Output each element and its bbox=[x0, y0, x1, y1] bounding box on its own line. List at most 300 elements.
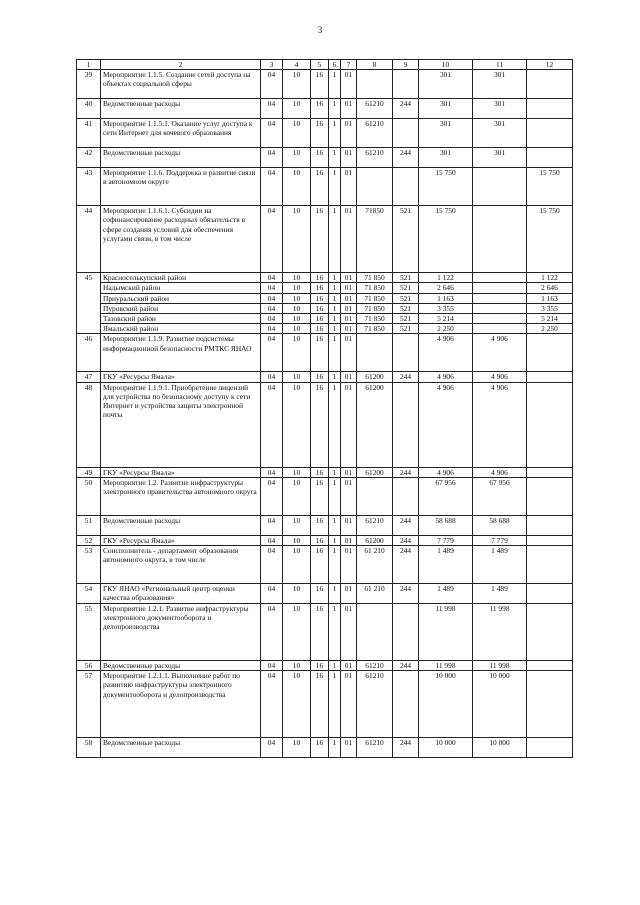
cell-c7: 01 bbox=[341, 314, 357, 324]
cell-c5: 16 bbox=[311, 382, 329, 467]
cell-c8: 71 850 bbox=[357, 283, 393, 293]
row-number: 40 bbox=[77, 99, 101, 119]
cell-c9: 244 bbox=[393, 99, 419, 119]
column-header: 4 bbox=[283, 60, 311, 70]
cell-c8 bbox=[357, 70, 393, 99]
cell-c7: 01 bbox=[341, 467, 357, 477]
cell-c3: 04 bbox=[261, 206, 283, 273]
cell-c10: 15 750 bbox=[419, 168, 473, 206]
cell-c5: 16 bbox=[311, 148, 329, 168]
column-header: 1 bbox=[77, 60, 101, 70]
cell-c11 bbox=[473, 303, 527, 313]
row-number: 51 bbox=[77, 515, 101, 535]
cell-c6: 1 bbox=[329, 148, 341, 168]
cell-c7: 01 bbox=[341, 535, 357, 545]
cell-c5: 16 bbox=[311, 206, 329, 273]
cell-c6: 1 bbox=[329, 119, 341, 148]
cell-c9 bbox=[393, 119, 419, 148]
cell-c12 bbox=[527, 477, 573, 515]
cell-c6: 1 bbox=[329, 324, 341, 334]
cell-c10: 301 bbox=[419, 70, 473, 99]
table-row bbox=[77, 467, 573, 477]
cell-c3: 04 bbox=[261, 661, 283, 671]
cell-c4: 10 bbox=[283, 148, 311, 168]
cell-c7: 01 bbox=[341, 119, 357, 148]
cell-c9: 521 bbox=[393, 273, 419, 283]
cell-c4: 10 bbox=[283, 334, 311, 372]
cell-c3: 04 bbox=[261, 119, 283, 148]
cell-c6: 1 bbox=[329, 273, 341, 283]
row-number: 54 bbox=[77, 584, 101, 604]
cell-c5: 16 bbox=[311, 584, 329, 604]
cell-c3: 04 bbox=[261, 283, 283, 293]
cell-c5: 16 bbox=[311, 273, 329, 283]
cell-c3: 04 bbox=[261, 273, 283, 283]
cell-c8: 71 850 bbox=[357, 303, 393, 313]
column-header: 8 bbox=[357, 60, 393, 70]
table-row bbox=[77, 206, 573, 273]
cell-c11 bbox=[473, 314, 527, 324]
cell-c11: 10 000 bbox=[473, 738, 527, 758]
cell-c3: 04 bbox=[261, 372, 283, 382]
cell-c6: 1 bbox=[329, 477, 341, 515]
cell-c3: 04 bbox=[261, 671, 283, 738]
cell-c11 bbox=[473, 273, 527, 283]
cell-c11: 10 000 bbox=[473, 671, 527, 738]
row-number: 41 bbox=[77, 119, 101, 148]
table-row bbox=[77, 70, 573, 99]
cell-c10: 3 355 bbox=[419, 303, 473, 313]
cell-c7: 01 bbox=[341, 515, 357, 535]
cell-c4: 10 bbox=[283, 535, 311, 545]
cell-c10: 11 998 bbox=[419, 604, 473, 661]
column-header: 2 bbox=[101, 60, 261, 70]
row-name: Мероприятие 1.1.5. Создание сетей доступа на объектах социальной сферы bbox=[101, 70, 261, 99]
table-row bbox=[77, 273, 573, 283]
cell-c9: 244 bbox=[393, 584, 419, 604]
cell-c10: 301 bbox=[419, 119, 473, 148]
row-name: Мероприятие 1.2.1. Развитие инфраструктуры электронного документооборота и делопроизводства bbox=[101, 604, 261, 661]
cell-c8: 61200 bbox=[357, 467, 393, 477]
cell-c12 bbox=[527, 382, 573, 467]
table-body-lower bbox=[77, 334, 573, 758]
cell-c8: 61200 bbox=[357, 382, 393, 467]
cell-c7: 01 bbox=[341, 324, 357, 334]
cell-c8: 61210 bbox=[357, 515, 393, 535]
cell-c6: 1 bbox=[329, 206, 341, 273]
cell-c10: 4 906 bbox=[419, 467, 473, 477]
cell-c10: 67 956 bbox=[419, 477, 473, 515]
cell-c9: 521 bbox=[393, 324, 419, 334]
table-row bbox=[77, 372, 573, 382]
table-row bbox=[77, 584, 573, 604]
cell-c3: 04 bbox=[261, 382, 283, 467]
cell-c7: 01 bbox=[341, 168, 357, 206]
row-number: 55 bbox=[77, 604, 101, 661]
cell-c12 bbox=[527, 738, 573, 758]
cell-c11: 4 906 bbox=[473, 334, 527, 372]
cell-c10: 11 998 bbox=[419, 661, 473, 671]
cell-c12 bbox=[527, 604, 573, 661]
cell-c6: 1 bbox=[329, 535, 341, 545]
cell-c8: 71850 bbox=[357, 206, 393, 273]
cell-c7: 01 bbox=[341, 604, 357, 661]
cell-c12 bbox=[527, 334, 573, 372]
cell-c3: 04 bbox=[261, 324, 283, 334]
cell-c10: 301 bbox=[419, 148, 473, 168]
cell-c11: 4 906 bbox=[473, 467, 527, 477]
cell-c8: 71 850 bbox=[357, 293, 393, 303]
cell-c10: 5 214 bbox=[419, 314, 473, 324]
cell-c5: 16 bbox=[311, 334, 329, 372]
table-row bbox=[77, 303, 573, 313]
cell-c11: 7 779 bbox=[473, 535, 527, 545]
cell-c8: 71 850 bbox=[357, 273, 393, 283]
cell-c7: 01 bbox=[341, 661, 357, 671]
cell-c8: 61210 bbox=[357, 148, 393, 168]
cell-c4: 10 bbox=[283, 661, 311, 671]
cell-c11: 4 906 bbox=[473, 372, 527, 382]
table-row bbox=[77, 477, 573, 515]
cell-c7: 01 bbox=[341, 584, 357, 604]
cell-c8: 61210 bbox=[357, 119, 393, 148]
budget-table bbox=[76, 59, 573, 758]
cell-c9: 244 bbox=[393, 467, 419, 477]
cell-c11 bbox=[473, 283, 527, 293]
cell-c6: 1 bbox=[329, 70, 341, 99]
cell-c7: 01 bbox=[341, 283, 357, 293]
cell-c8: 61210 bbox=[357, 99, 393, 119]
cell-c9 bbox=[393, 671, 419, 738]
cell-c7: 01 bbox=[341, 70, 357, 99]
cell-c4: 10 bbox=[283, 382, 311, 467]
column-header: 10 bbox=[419, 60, 473, 70]
row-name: ГКУ «Ресурсы Ямала» bbox=[101, 535, 261, 545]
cell-c5: 16 bbox=[311, 314, 329, 324]
cell-c3: 04 bbox=[261, 168, 283, 206]
cell-c3: 04 bbox=[261, 70, 283, 99]
column-header: 6 bbox=[329, 60, 341, 70]
cell-c11: 301 bbox=[473, 70, 527, 99]
cell-c10: 10 000 bbox=[419, 671, 473, 738]
cell-c7: 01 bbox=[341, 382, 357, 467]
cell-c4: 10 bbox=[283, 584, 311, 604]
cell-c4: 10 bbox=[283, 467, 311, 477]
cell-c3: 04 bbox=[261, 467, 283, 477]
cell-c9 bbox=[393, 334, 419, 372]
cell-c9 bbox=[393, 382, 419, 467]
cell-c8: 61210 bbox=[357, 671, 393, 738]
cell-c11 bbox=[473, 206, 527, 273]
row-name: Соисполнитель - департамент образования автономного округа, в том числе bbox=[101, 546, 261, 584]
cell-c10: 1 489 bbox=[419, 546, 473, 584]
cell-c12 bbox=[527, 535, 573, 545]
row-number: 58 bbox=[77, 738, 101, 758]
cell-c8: 61210 bbox=[357, 661, 393, 671]
cell-c6: 1 bbox=[329, 314, 341, 324]
cell-c7: 01 bbox=[341, 303, 357, 313]
cell-c7: 01 bbox=[341, 293, 357, 303]
cell-c9: 521 bbox=[393, 293, 419, 303]
cell-c10: 2 250 bbox=[419, 324, 473, 334]
row-name: Ведомственные расходы bbox=[101, 738, 261, 758]
row-number: 48 bbox=[77, 382, 101, 467]
table-row bbox=[77, 119, 573, 148]
column-header: 12 bbox=[527, 60, 573, 70]
cell-c7: 01 bbox=[341, 671, 357, 738]
page-number: 3 bbox=[317, 25, 323, 35]
cell-c10: 2 646 bbox=[419, 283, 473, 293]
cell-c9: 521 bbox=[393, 206, 419, 273]
table-body-upper bbox=[77, 70, 573, 273]
cell-c3: 04 bbox=[261, 546, 283, 584]
cell-c4: 10 bbox=[283, 303, 311, 313]
cell-c6: 1 bbox=[329, 303, 341, 313]
cell-c4: 10 bbox=[283, 515, 311, 535]
cell-c12 bbox=[527, 148, 573, 168]
cell-c12: 5 214 bbox=[527, 314, 573, 324]
cell-c6: 1 bbox=[329, 334, 341, 372]
cell-c11: 301 bbox=[473, 99, 527, 119]
cell-c12: 1 163 bbox=[527, 293, 573, 303]
cell-c10: 15 750 bbox=[419, 206, 473, 273]
cell-c12 bbox=[527, 372, 573, 382]
cell-c4: 10 bbox=[283, 206, 311, 273]
cell-c6: 1 bbox=[329, 738, 341, 758]
row-number: 56 bbox=[77, 661, 101, 671]
cell-c11: 4 906 bbox=[473, 382, 527, 467]
cell-c9 bbox=[393, 70, 419, 99]
cell-c6: 1 bbox=[329, 661, 341, 671]
cell-c6: 1 bbox=[329, 604, 341, 661]
table-row bbox=[77, 99, 573, 119]
cell-c4: 10 bbox=[283, 283, 311, 293]
table-row bbox=[77, 382, 573, 467]
row-number: 52 bbox=[77, 535, 101, 545]
cell-c5: 16 bbox=[311, 303, 329, 313]
cell-c7: 01 bbox=[341, 372, 357, 382]
cell-c4: 10 bbox=[283, 372, 311, 382]
row-name: Мероприятие 1.1.6. Поддержка и развитие связи в автономном округе bbox=[101, 168, 261, 206]
cell-c3: 04 bbox=[261, 535, 283, 545]
column-header: 7 bbox=[341, 60, 357, 70]
table-row bbox=[77, 283, 573, 293]
row-number: 57 bbox=[77, 671, 101, 738]
cell-c7: 01 bbox=[341, 99, 357, 119]
cell-c9: 521 bbox=[393, 303, 419, 313]
cell-c10: 1 163 bbox=[419, 293, 473, 303]
cell-c8 bbox=[357, 168, 393, 206]
cell-c8 bbox=[357, 334, 393, 372]
cell-c5: 16 bbox=[311, 671, 329, 738]
cell-c6: 1 bbox=[329, 283, 341, 293]
cell-c4: 10 bbox=[283, 477, 311, 515]
cell-c5: 16 bbox=[311, 546, 329, 584]
cell-c6: 1 bbox=[329, 671, 341, 738]
cell-c3: 04 bbox=[261, 148, 283, 168]
cell-c8: 61 210 bbox=[357, 584, 393, 604]
cell-c8 bbox=[357, 604, 393, 661]
row-number: 53 bbox=[77, 546, 101, 584]
cell-c9: 244 bbox=[393, 535, 419, 545]
cell-c11 bbox=[473, 293, 527, 303]
cell-c3: 04 bbox=[261, 293, 283, 303]
row-name: Ведомственные расходы bbox=[101, 99, 261, 119]
cell-c7: 01 bbox=[341, 477, 357, 515]
cell-c12: 15 750 bbox=[527, 168, 573, 206]
cell-c5: 16 bbox=[311, 99, 329, 119]
cell-c11: 11 998 bbox=[473, 604, 527, 661]
row-name: Ведомственные расходы bbox=[101, 661, 261, 671]
row-number: 46 bbox=[77, 334, 101, 372]
cell-c4: 10 bbox=[283, 738, 311, 758]
cell-c12 bbox=[527, 467, 573, 477]
cell-c6: 1 bbox=[329, 467, 341, 477]
cell-c8: 61 210 bbox=[357, 546, 393, 584]
cell-c9: 521 bbox=[393, 283, 419, 293]
table-row bbox=[77, 293, 573, 303]
cell-c11: 1 489 bbox=[473, 546, 527, 584]
row-name: Мероприятие 1.2. Развитие инфраструктуры электронного правительства автономного округа bbox=[101, 477, 261, 515]
cell-c6: 1 bbox=[329, 382, 341, 467]
row-name: Мероприятие 1.1.9. Развитие подсистемы информационной безопасности РМТКС ЯНАО bbox=[101, 334, 261, 372]
row-number: 50 bbox=[77, 477, 101, 515]
cell-c6: 1 bbox=[329, 372, 341, 382]
cell-c5: 16 bbox=[311, 70, 329, 99]
cell-c9: 244 bbox=[393, 738, 419, 758]
cell-c4: 10 bbox=[283, 324, 311, 334]
row-number: 47 bbox=[77, 372, 101, 382]
cell-c5: 16 bbox=[311, 467, 329, 477]
cell-c12 bbox=[527, 671, 573, 738]
row-name: ГКУ ЯНАО «Региональный центр оценки качества образования» bbox=[101, 584, 261, 604]
cell-c8: 61200 bbox=[357, 372, 393, 382]
cell-c3: 04 bbox=[261, 314, 283, 324]
cell-c8: 61200 bbox=[357, 535, 393, 545]
cell-c9 bbox=[393, 604, 419, 661]
cell-c10: 1 489 bbox=[419, 584, 473, 604]
row-number: 39 bbox=[77, 70, 101, 99]
cell-c12 bbox=[527, 119, 573, 148]
cell-c8 bbox=[357, 477, 393, 515]
cell-c6: 1 bbox=[329, 99, 341, 119]
cell-c9: 244 bbox=[393, 372, 419, 382]
column-header: 11 bbox=[473, 60, 527, 70]
cell-c10: 4 906 bbox=[419, 372, 473, 382]
cell-c7: 01 bbox=[341, 206, 357, 273]
cell-c9: 244 bbox=[393, 515, 419, 535]
cell-c3: 04 bbox=[261, 515, 283, 535]
cell-c12: 3 355 bbox=[527, 303, 573, 313]
cell-c3: 04 bbox=[261, 604, 283, 661]
row-number: 44 bbox=[77, 206, 101, 273]
cell-c12 bbox=[527, 515, 573, 535]
table-row bbox=[77, 546, 573, 584]
cell-c3: 04 bbox=[261, 584, 283, 604]
row-number: 45 bbox=[77, 273, 101, 334]
district-name: Пуровский район bbox=[101, 303, 261, 313]
cell-c5: 16 bbox=[311, 168, 329, 206]
cell-c5: 16 bbox=[311, 604, 329, 661]
cell-c11 bbox=[473, 324, 527, 334]
district-name: Красноселькупский район bbox=[101, 273, 261, 283]
cell-c3: 04 bbox=[261, 477, 283, 515]
cell-c10: 7 779 bbox=[419, 535, 473, 545]
table-row bbox=[77, 334, 573, 372]
cell-c4: 10 bbox=[283, 546, 311, 584]
cell-c11: 58 688 bbox=[473, 515, 527, 535]
row-name: Ведомственные расходы bbox=[101, 148, 261, 168]
cell-c10: 4 906 bbox=[419, 334, 473, 372]
cell-c4: 10 bbox=[283, 293, 311, 303]
row-number: 49 bbox=[77, 467, 101, 477]
cell-c3: 04 bbox=[261, 303, 283, 313]
cell-c11: 1 489 bbox=[473, 584, 527, 604]
cell-c10: 1 122 bbox=[419, 273, 473, 283]
cell-c10: 301 bbox=[419, 99, 473, 119]
cell-c4: 10 bbox=[283, 119, 311, 148]
cell-c7: 01 bbox=[341, 546, 357, 584]
cell-c5: 16 bbox=[311, 661, 329, 671]
cell-c3: 04 bbox=[261, 334, 283, 372]
cell-c6: 1 bbox=[329, 584, 341, 604]
table-row bbox=[77, 324, 573, 334]
cell-c8: 71 850 bbox=[357, 314, 393, 324]
cell-c12 bbox=[527, 546, 573, 584]
column-header: 9 bbox=[393, 60, 419, 70]
row-name: ГКУ «Ресурсы Ямала» bbox=[101, 467, 261, 477]
cell-c9: 244 bbox=[393, 661, 419, 671]
cell-c5: 16 bbox=[311, 515, 329, 535]
cell-c11: 301 bbox=[473, 119, 527, 148]
cell-c5: 16 bbox=[311, 535, 329, 545]
cell-c7: 01 bbox=[341, 148, 357, 168]
cell-c9 bbox=[393, 168, 419, 206]
cell-c6: 1 bbox=[329, 546, 341, 584]
table-row bbox=[77, 515, 573, 535]
cell-c10: 4 906 bbox=[419, 382, 473, 467]
row-name: ГКУ «Ресурсы Ямала» bbox=[101, 372, 261, 382]
row-name: Мероприятие 1.1.5.1. Оказание услуг доступа к сети Интернет для кочевого образования bbox=[101, 119, 261, 148]
row-name: Мероприятие 1.2.1.1. Выполнение работ по развитию инфраструктуры электронного документооборота и делопроизводства bbox=[101, 671, 261, 738]
cell-c7: 01 bbox=[341, 738, 357, 758]
cell-c4: 10 bbox=[283, 273, 311, 283]
cell-c4: 10 bbox=[283, 604, 311, 661]
column-header: 3 bbox=[261, 60, 283, 70]
row-number: 42 bbox=[77, 148, 101, 168]
cell-c9: 244 bbox=[393, 148, 419, 168]
cell-c12 bbox=[527, 584, 573, 604]
cell-c5: 16 bbox=[311, 293, 329, 303]
cell-c10: 58 688 bbox=[419, 515, 473, 535]
cell-c12 bbox=[527, 99, 573, 119]
cell-c4: 10 bbox=[283, 671, 311, 738]
cell-c11: 301 bbox=[473, 148, 527, 168]
cell-c5: 16 bbox=[311, 372, 329, 382]
cell-c3: 04 bbox=[261, 99, 283, 119]
cell-c5: 16 bbox=[311, 119, 329, 148]
cell-c8: 61210 bbox=[357, 738, 393, 758]
table-row bbox=[77, 671, 573, 738]
cell-c12: 1 122 bbox=[527, 273, 573, 283]
cell-c10: 10 000 bbox=[419, 738, 473, 758]
cell-c11 bbox=[473, 168, 527, 206]
cell-c7: 01 bbox=[341, 334, 357, 372]
row-name: Ведомственные расходы bbox=[101, 515, 261, 535]
row-name: Мероприятие 1.1.6.1. Субсидии на софинансирование расходных обязательств в сфере создания условий для обеспечения услугами связи, в том числе bbox=[101, 206, 261, 273]
cell-c12: 2 646 bbox=[527, 283, 573, 293]
cell-c6: 1 bbox=[329, 168, 341, 206]
